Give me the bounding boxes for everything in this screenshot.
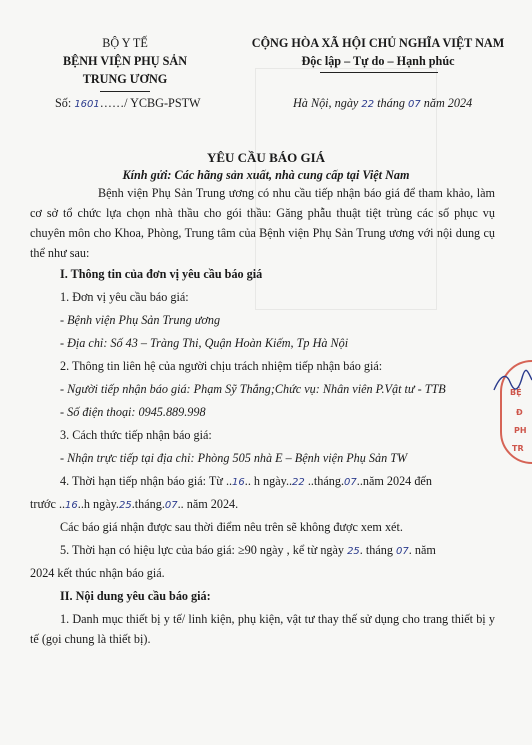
deadline-line2: trước ..16..h ngày.25.tháng.07.. năm 2024. xyxy=(30,497,239,511)
date-prefix: Hà Nội, ngày xyxy=(293,96,359,110)
country-name: CỘNG HÒA XÃ HỘI CHỦ NGHĨA VIỆT NAM xyxy=(251,36,505,50)
header-underline-left xyxy=(100,91,150,92)
deadline-text-d: ..năm 2024 đến xyxy=(356,474,432,488)
deadline-end-day: 25 xyxy=(118,500,132,511)
number-suffix: / YCBG-PSTW xyxy=(124,96,201,110)
receiver-info: - Người tiếp nhận báo giá: Phạm Sỹ Thắng;Chức vụ: Nhân viên P.Vật tư - TTB xyxy=(60,382,446,396)
deadline-end-month: 07 xyxy=(164,500,178,511)
section1-item2: 2. Thông tin liên hệ của người chịu trách nhiệm tiếp nhận báo giá: xyxy=(60,359,383,373)
section2-heading: II. Nội dung yêu cầu báo giá: xyxy=(60,589,211,603)
national-motto: Độc lập – Tự do – Hạnh phúc xyxy=(301,54,455,68)
stamp-letter-1: BỆ xyxy=(510,388,522,397)
recipient-line: Kính gửi: Các hãng sản xuất, nhà cung cấp tại Việt Nam xyxy=(122,168,410,182)
stamp-letter-2: Đ xyxy=(516,408,523,417)
validity-text-c: . năm xyxy=(408,543,436,557)
unit-name: - Bệnh viện Phụ Sản Trung ương xyxy=(60,313,221,327)
deadline-text-b: h ngày xyxy=(253,474,286,488)
section1-heading: I. Thông tin của đơn vị yêu cầu báo giá xyxy=(60,267,263,281)
validity-month: 07 xyxy=(396,546,409,557)
validity-line1 xyxy=(60,543,436,558)
deadline-start-hour: 16 xyxy=(232,477,245,488)
hospital-name-line2: TRUNG ƯƠNG xyxy=(82,72,168,86)
deadline-end-hour: 16 xyxy=(65,500,78,511)
deadline-text-e: trước xyxy=(30,497,56,511)
deadline-line1: 4. Thời hạn tiếp nhận báo giá: Từ ..16.. h ngày..22 ..tháng.07..năm 2024 đến xyxy=(60,474,432,488)
date-month-handwritten: 07 xyxy=(407,99,421,110)
deadline-start-day: 22 xyxy=(292,477,305,488)
ministry-name: BỘ Y TẾ xyxy=(102,36,148,50)
stamp-letter-3: PH xyxy=(514,426,527,435)
deadline-text-h: .. năm 2024. xyxy=(177,497,239,511)
deadline-start-month: 07 xyxy=(344,477,357,488)
number-dots: …… xyxy=(99,96,125,110)
unit-address: - Địa chỉ: Số 43 – Tràng Thi, Quận Hoàn Kiếm, Tp Hà Nội xyxy=(60,336,349,350)
section1-item3: 3. Cách thức tiếp nhận báo giá: xyxy=(60,428,212,442)
section1-item1: 1. Đơn vị yêu cầu báo giá: xyxy=(60,290,189,304)
deadline-label: 4. Thời hạn tiếp nhận báo giá: Từ xyxy=(60,474,223,488)
date-month-label: tháng xyxy=(377,96,405,110)
date-year: năm 2024 xyxy=(423,96,473,110)
validity-line2: 2024 kết thúc nhận báo giá. xyxy=(30,566,165,580)
hospital-name-line1: BỆNH VIỆN PHỤ SẢN xyxy=(62,54,188,68)
validity-text-b: . tháng xyxy=(359,543,393,557)
document-number xyxy=(55,96,201,111)
validity-text-a: 5. Thời hạn có hiệu lực của báo giá: ≥90 ngày , kể từ ngày xyxy=(60,543,345,557)
stamp-letter-4: TR xyxy=(512,444,524,453)
validity-day: 25 xyxy=(347,546,360,557)
deadline-text-f: ..h ngày. xyxy=(77,497,119,511)
deadline-text-g: .tháng. xyxy=(131,497,165,511)
header-underline-right xyxy=(320,72,438,73)
section2-item1: 1. Danh mục thiết bị y tế/ linh kiện, phụ kiện, vật tư thay thế sử dụng cho trang thiết bị y tế (gọi chung là thiết bị). xyxy=(30,612,495,646)
signature-scribble-icon xyxy=(492,368,532,398)
document-date xyxy=(293,96,472,111)
number-label: Số: xyxy=(55,96,72,110)
date-day-handwritten: 22 xyxy=(361,99,375,110)
late-submission-note: Các báo giá nhận được sau thời điểm nêu trên sẽ không được xem xét. xyxy=(60,520,403,534)
number-handwritten: 1601 xyxy=(74,99,100,110)
intro-paragraph: Bệnh viện Phụ Sản Trung ương có nhu cầu tiếp nhận báo giá để tham khảo, làm cơ sở tổ chức lựa chọn nhà thầu cho gói thầu: Găng phẫu thuật tiệt trùng các số phục vụ chuyên môn cho Khoa, Phòng, Trung tâm của Bệnh viện Phụ Sản Trung ương với nội dung cụ thể như sau: xyxy=(30,186,495,260)
direct-delivery: - Nhận trực tiếp tại địa chỉ: Phòng 505 nhà E – Bệnh viện Phụ Sản TW xyxy=(60,451,408,465)
receiver-phone: - Số điện thoại: 0945.889.998 xyxy=(60,405,206,419)
document-title: YÊU CẦU BÁO GIÁ xyxy=(206,150,326,165)
deadline-text-c: ..tháng. xyxy=(307,474,345,488)
